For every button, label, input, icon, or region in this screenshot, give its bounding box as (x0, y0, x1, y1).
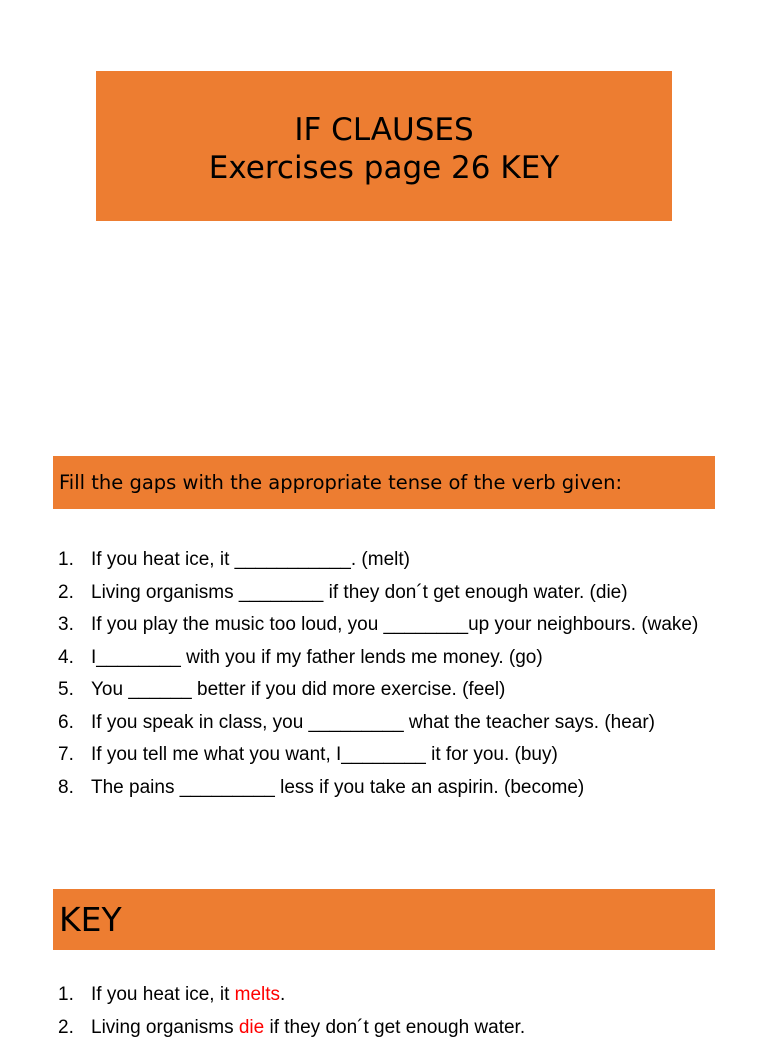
exercise-item-4 (58, 646, 738, 670)
exercise-text: The pains _________ less if you take an aspirin. (become) (91, 776, 585, 798)
exercise-list (58, 548, 738, 808)
exercise-text: If you heat ice, it ___________. (melt) (91, 549, 410, 570)
key-number: 2. (58, 1016, 74, 1038)
exercise-number: 3. (58, 614, 74, 635)
key-item-2 (58, 1016, 738, 1040)
key-banner (53, 889, 715, 950)
title-line-2: Exercises page 26 KEY (208, 150, 560, 186)
key-text-before: Living organisms (91, 1016, 239, 1038)
key-item-1 (58, 983, 738, 1007)
exercise-number: 2. (58, 581, 74, 603)
key-answer: die (238, 1016, 265, 1038)
exercise-item-2 (58, 581, 738, 605)
exercise-item-5 (58, 678, 738, 702)
exercise-number: 5. (58, 679, 74, 700)
exercise-text: If you tell me what you want, I________ it for you. (buy) (91, 744, 558, 765)
key-text-after: . (280, 984, 286, 1005)
exercise-item-1 (58, 548, 738, 572)
exercise-number: 4. (58, 646, 74, 668)
exercise-number: 1. (58, 549, 74, 570)
exercise-item-8 (58, 776, 738, 800)
exercise-item-3 (58, 613, 738, 637)
title-line-1: IF CLAUSES (294, 112, 474, 148)
exercise-text: I________ with you if my father lends me money. (go) (91, 646, 543, 668)
title-banner (96, 71, 672, 221)
exercise-number: 8. (58, 776, 74, 798)
key-text-after: if they don´t get enough water. (264, 1016, 526, 1038)
exercise-text: If you speak in class, you _________ what the teacher says. (hear) (91, 711, 655, 733)
key-answer: melts (234, 984, 281, 1005)
exercise-text: You ______ better if you did more exercise. (feel) (91, 679, 506, 700)
key-number: 1. (58, 984, 74, 1005)
key-heading: KEY (59, 900, 122, 939)
exercise-number: 6. (58, 711, 74, 733)
exercise-text: Living organisms ________ if they don´t get enough water. (die) (91, 581, 628, 603)
instruction-banner (53, 456, 715, 509)
exercise-text: If you play the music too loud, you ________up your neighbours. (wake) (91, 614, 699, 635)
key-text-before: If you heat ice, it (91, 984, 235, 1005)
exercise-item-7 (58, 743, 738, 767)
exercise-number: 7. (58, 744, 74, 765)
key-list (58, 983, 738, 1048)
instruction-text: Fill the gaps with the appropriate tense of the verb given: (59, 471, 623, 494)
exercise-item-6 (58, 711, 738, 735)
